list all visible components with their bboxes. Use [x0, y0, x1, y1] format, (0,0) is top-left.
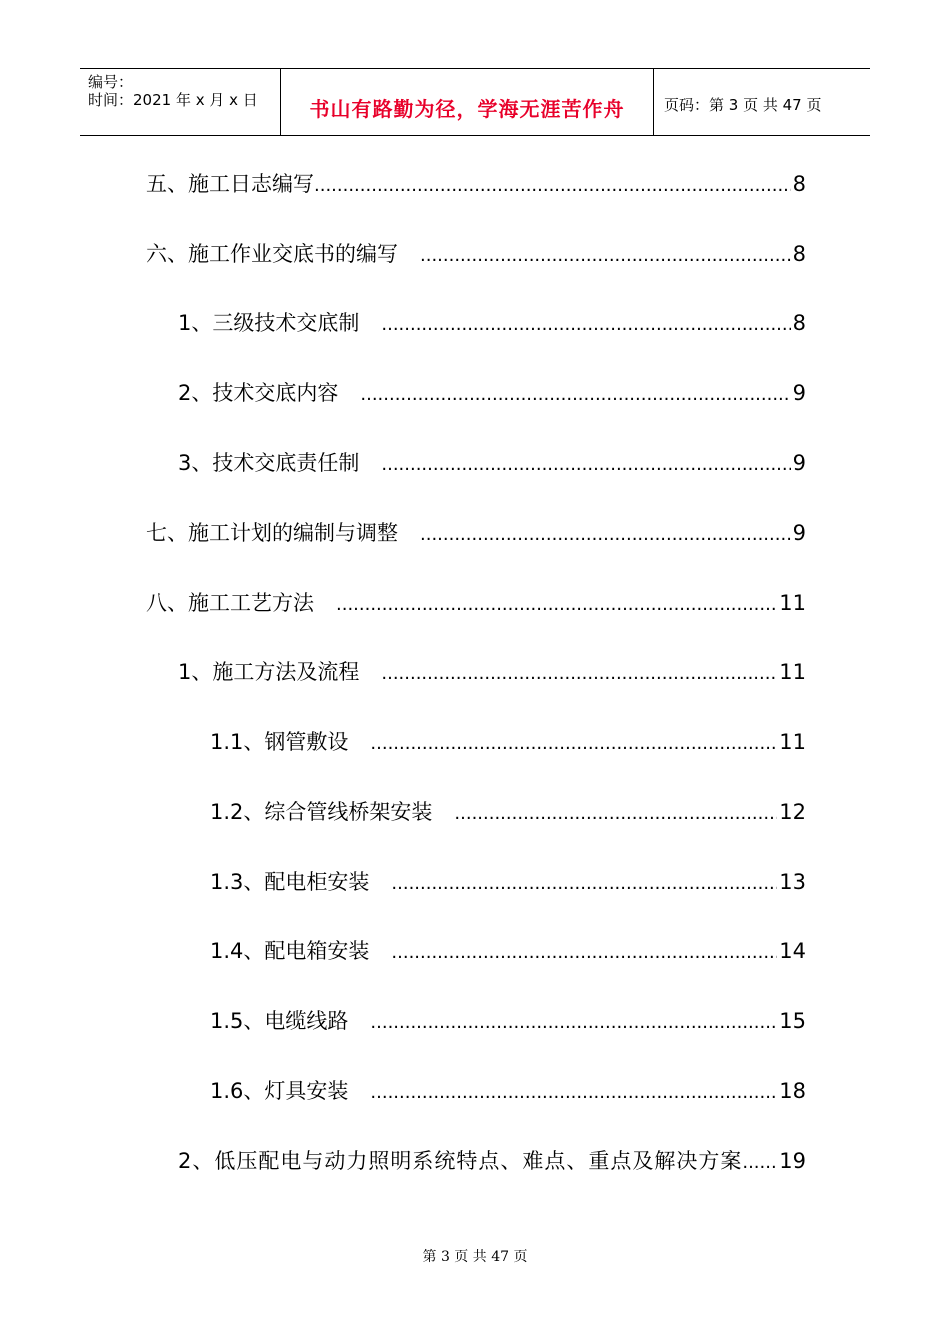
toc-leader-dots: [381, 662, 777, 686]
page-header: [80, 68, 870, 136]
toc-leader-dots: [381, 313, 790, 337]
toc-leader-dots: [381, 453, 790, 477]
toc-entry-label: 1.1、钢管敷设: [210, 730, 349, 754]
header-page-cell: [654, 69, 870, 135]
toc-leader-dots: [454, 802, 777, 826]
header-motto: 书山有路勤为径，学海无涯苦作舟: [309, 97, 625, 121]
toc-entry-page: 18: [779, 1079, 806, 1103]
toc-entry[interactable]: [210, 937, 806, 965]
toc-entry-label: 1.4、配电箱安装: [210, 939, 370, 963]
toc-entry[interactable]: [210, 728, 806, 756]
toc-entry-label: 1.6、灯具安装: [210, 1079, 349, 1103]
toc-entry-page: 9: [792, 451, 806, 475]
toc-entry-page: 11: [779, 730, 806, 754]
header-motto-cell: [281, 69, 654, 135]
toc-entry-label: 1.2、综合管线桥架安装: [210, 800, 433, 824]
toc-entry-label: 八、施工工艺方法: [146, 591, 314, 615]
toc-entry[interactable]: [178, 309, 806, 337]
toc-leader-dots: [420, 523, 791, 547]
toc-entry-page: 15: [779, 1009, 806, 1033]
toc-leader-dots: [742, 1151, 777, 1175]
toc-entry[interactable]: [146, 519, 806, 547]
toc-entry[interactable]: [178, 449, 806, 477]
toc-entry-label: 1.5、电缆线路: [210, 1009, 349, 1033]
toc-leader-dots: [391, 941, 777, 965]
toc-entry-page: 12: [779, 800, 806, 824]
toc-leader-dots: [360, 383, 790, 407]
header-meta-cell: [80, 69, 281, 135]
toc-entry-page: 9: [792, 521, 806, 545]
toc-entry[interactable]: [146, 240, 806, 268]
toc-leader-dots: [391, 872, 777, 896]
toc-leader-dots: [314, 174, 791, 198]
toc-entry-page: 13: [779, 870, 806, 894]
toc-entry-label: 2、技术交底内容: [178, 381, 339, 405]
toc-entry-page: 11: [779, 591, 806, 615]
toc-entry-page: 8: [792, 242, 806, 266]
toc-entry-label: 1.3、配电柜安装: [210, 870, 370, 894]
toc-entry-label: 3、技术交底责任制: [178, 451, 360, 475]
toc-leader-dots: [420, 244, 791, 268]
toc-entry[interactable]: [210, 1007, 806, 1035]
toc-entry-label: 2、低压配电与动力照明系统特点、难点、重点及解决方案: [178, 1149, 743, 1173]
toc-leader-dots: [370, 1011, 777, 1035]
toc-leader-dots: [336, 593, 777, 617]
header-page-info: 页码：第 3 页 共 47 页: [664, 96, 822, 114]
toc-entry-page: 11: [779, 660, 806, 684]
toc-entry[interactable]: [178, 1147, 806, 1175]
toc-entry-label: 五、施工日志编写: [146, 172, 314, 196]
toc-entry[interactable]: [178, 379, 806, 407]
toc-entry[interactable]: [210, 1077, 806, 1105]
toc-entry-page: 9: [792, 381, 806, 405]
toc-entry-page: 19: [779, 1149, 806, 1173]
toc-entry-page: 14: [779, 939, 806, 963]
toc-leader-dots: [370, 1081, 777, 1105]
toc-entry-label: 七、施工计划的编制与调整: [146, 521, 398, 545]
page-footer: 第 3 页 共 47 页: [422, 1249, 528, 1265]
toc-entry-page: 8: [792, 311, 806, 335]
document-number-label: 编号：: [88, 73, 134, 91]
toc-entry[interactable]: [146, 589, 806, 617]
toc-entry[interactable]: [178, 658, 806, 686]
toc-entry-label: 1、施工方法及流程: [178, 660, 360, 684]
document-time-label: 时间：2021 年 x 月 x 日: [88, 91, 258, 109]
toc-entry-label: 六、施工作业交底书的编写: [146, 242, 398, 266]
toc-entry[interactable]: [210, 868, 806, 896]
toc-entry[interactable]: [146, 170, 806, 198]
toc-leader-dots: [370, 732, 777, 756]
toc-entry-label: 1、三级技术交底制: [178, 311, 360, 335]
toc-entry-page: 8: [792, 172, 806, 196]
toc-entry[interactable]: [210, 798, 806, 826]
